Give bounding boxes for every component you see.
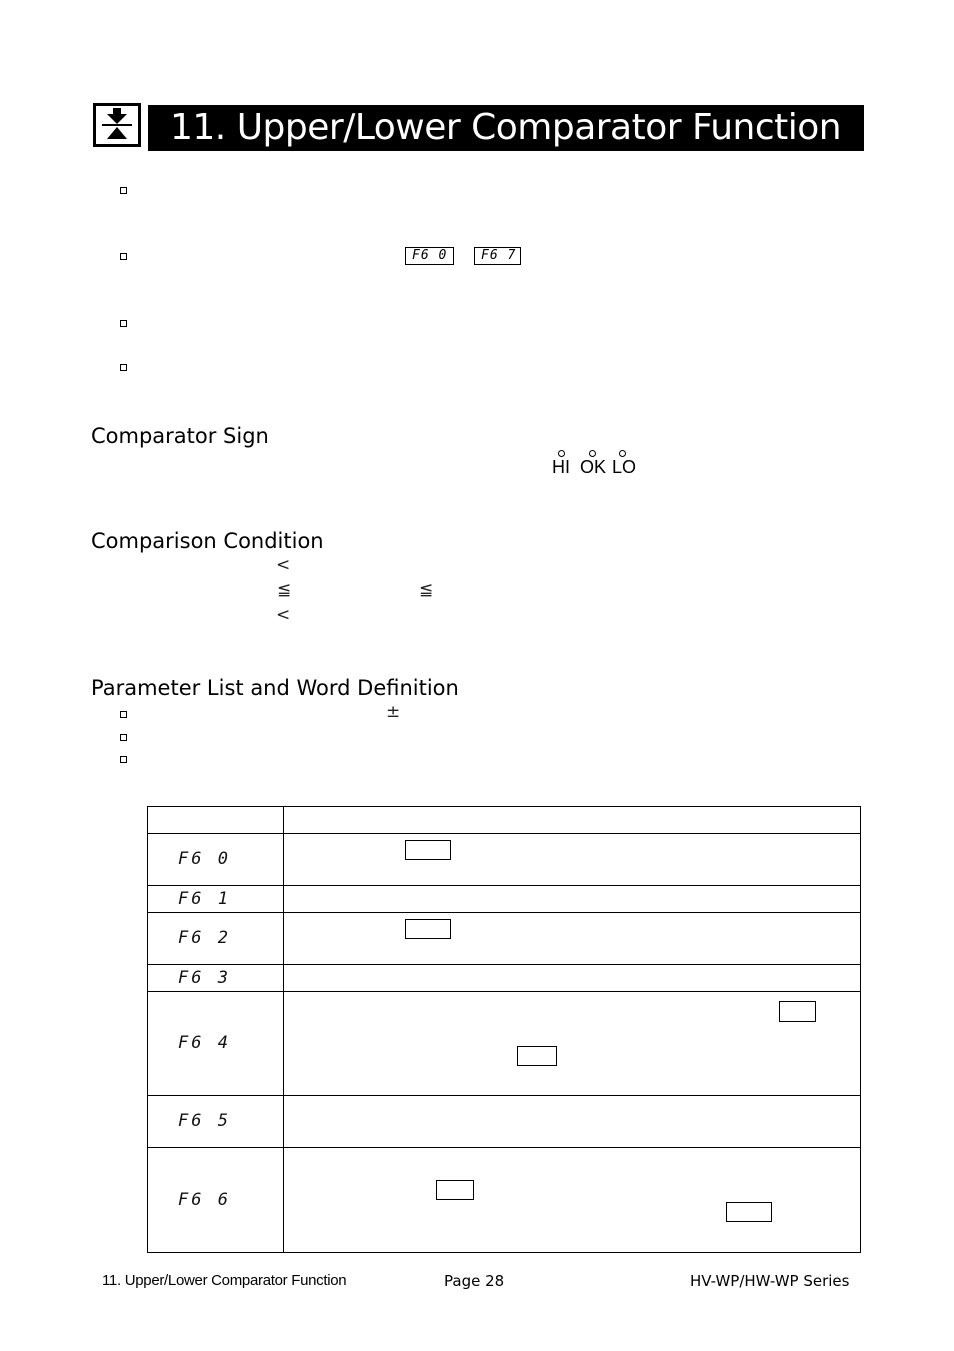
table-row-param: F6 3 (178, 968, 231, 988)
less-equal-symbol: ≦ (277, 580, 292, 600)
download-arrow-icon (93, 103, 141, 147)
indicator-label-lo: LO (612, 457, 637, 477)
less-equal-symbol: ≦ (419, 580, 434, 600)
table-row-param: F6 6 (178, 1190, 231, 1210)
section-heading-comparator-sign: Comparator Sign (91, 424, 269, 448)
table-row-param: F6 0 (178, 849, 231, 869)
section-heading-parameter-list: Parameter List and Word Definition (91, 676, 459, 700)
table-row-param: F6 2 (178, 928, 231, 948)
table-row-param: F6 1 (178, 889, 231, 909)
table-row-param: F6 5 (178, 1111, 231, 1131)
less-than-symbol: < (276, 555, 291, 575)
bullet-icon (120, 756, 127, 763)
key-button-symbol (779, 1001, 816, 1022)
param-range-end: F6 7 (474, 247, 521, 265)
bullet-icon (120, 320, 127, 327)
bullet-icon (120, 187, 127, 194)
bullet-icon (120, 711, 127, 718)
key-button-symbol (405, 919, 451, 939)
key-button-symbol (726, 1202, 772, 1222)
table-row-param: F6 4 (178, 1033, 231, 1053)
key-button-symbol (517, 1046, 557, 1066)
less-than-symbol: < (276, 605, 291, 625)
bullet-icon (120, 253, 127, 260)
footer-series-name: HV-WP/HW-WP Series (690, 1272, 850, 1290)
key-button-symbol (436, 1180, 474, 1200)
indicator-label-ok: OK (580, 457, 607, 477)
footer-page-number: Page 28 (444, 1272, 505, 1290)
section-heading-comparison-condition: Comparison Condition (91, 529, 324, 553)
param-range-start: F6 0 (405, 247, 454, 265)
title-bar (148, 105, 864, 151)
plus-minus-symbol: ± (386, 702, 401, 722)
bullet-icon (120, 734, 127, 741)
parameter-table (147, 806, 861, 1253)
bullet-icon (120, 364, 127, 371)
indicator-label-hi: HI (552, 457, 570, 477)
page-title: 11. Upper/Lower Comparator Function (170, 107, 842, 148)
key-button-symbol (405, 840, 451, 860)
footer-section-title: 11. Upper/Lower Comparator Function (102, 1272, 347, 1289)
